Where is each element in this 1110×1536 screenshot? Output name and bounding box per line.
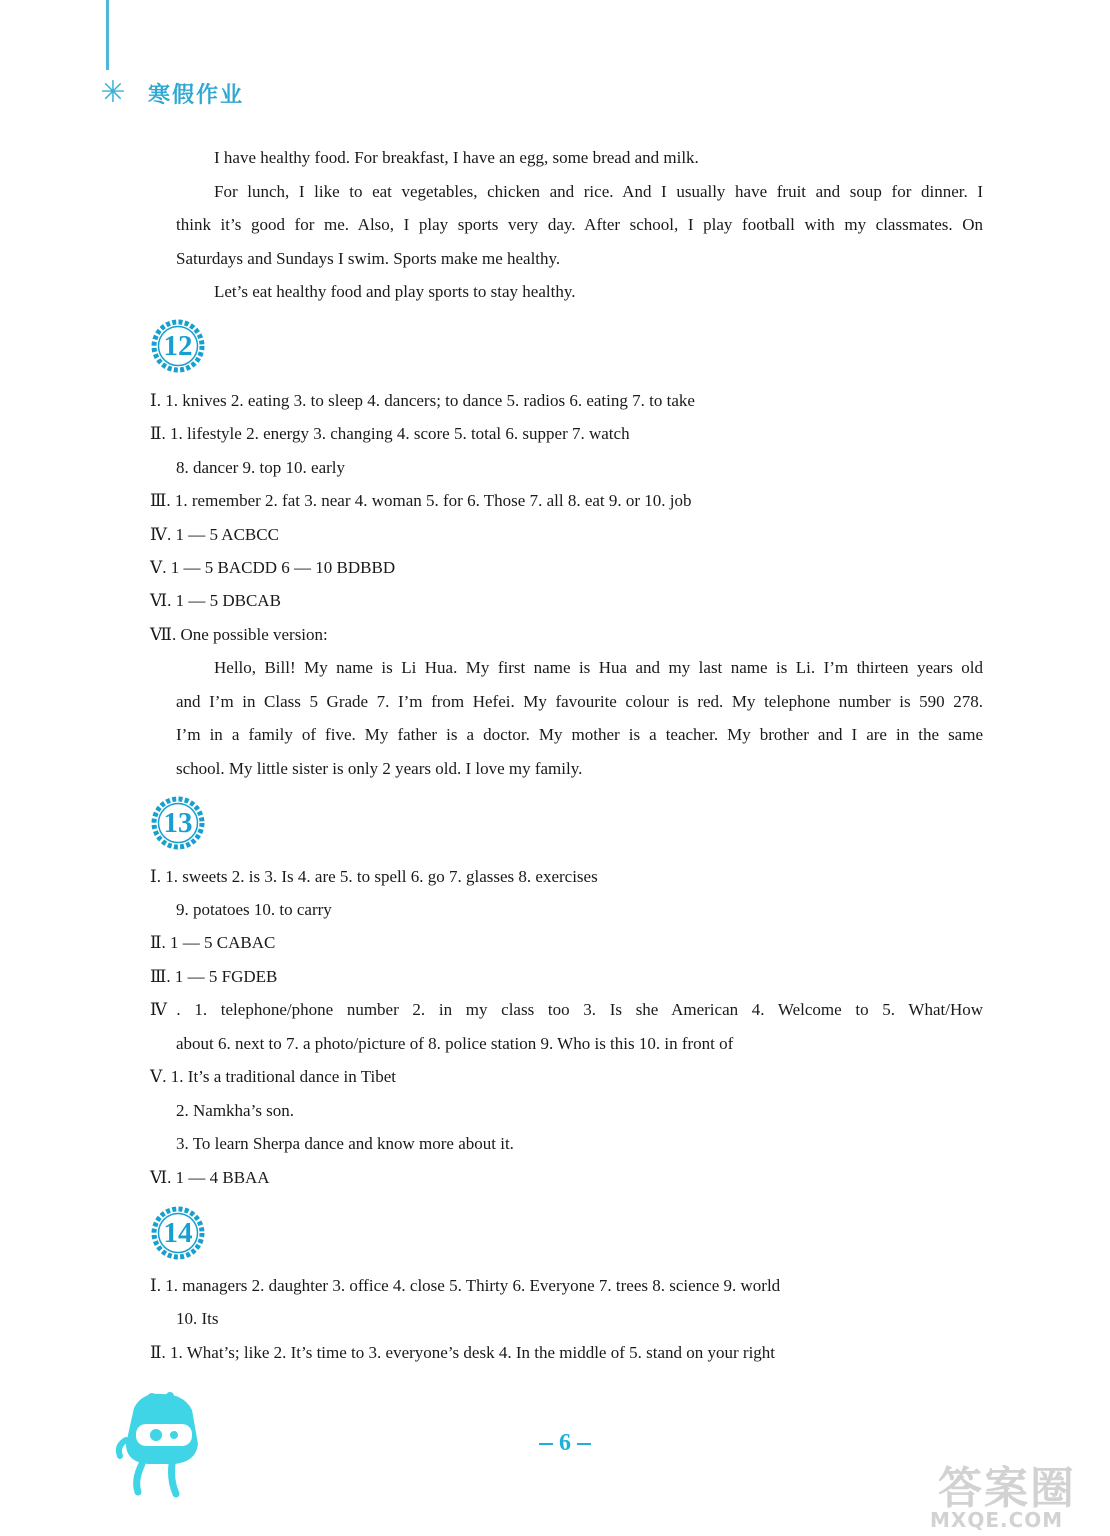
watermark-title: 答案圈 [938,1463,1076,1514]
answer-line: Ⅰ. 1. managers 2. daughter 3. office 4. close 5. Thirty 6. Everyone 7. trees 8. science 9. world [150,1276,781,1295]
answer-line: Ⅳ. 1. telephone/phone number 2. in my class too 3. Is she American 4. Welcome to 5. What/How [150,1000,983,1019]
essay-line: and I’m in Class 5 Grade 7. I’m from Hefei. My favourite colour is red. My telephone number is 590 278. [176,692,983,711]
answer-line: Ⅰ. 1. knives 2. eating 3. to sleep 4. dancers; to dance 5. radios 6. eating 7. to take [150,391,695,410]
answer-line: Ⅵ. 1 — 5 DBCAB [150,591,281,610]
unit-badge [150,318,206,374]
unit-number: 13 [163,807,193,839]
header-rule [106,0,109,70]
mascot-robot-icon [112,1388,212,1498]
answer-line: Ⅱ. 1. lifestyle 2. energy 3. changing 4. score 5. total 6. supper 7. watch [150,424,630,443]
answer-line: Ⅱ. 1 — 5 CABAC [150,933,276,952]
answer-line: Ⅲ. 1. remember 2. fat 3. near 4. woman 5. for 6. Those 7. all 8. eat 9. or 10. job [150,491,692,510]
essay-line: For lunch, I like to eat vegetables, chicken and rice. And I usually have fruit and soup for dinner. I [214,182,983,201]
answer-line: 3. To learn Sherpa dance and know more about it. [176,1134,514,1153]
essay-line: Let’s eat healthy food and play sports to stay healthy. [214,282,576,301]
page-number [520,1430,610,1457]
answer-line: Ⅲ. 1 — 5 FGDEB [150,967,278,986]
answer-line: Ⅳ. 1 — 5 ACBCC [150,525,279,544]
snowflake-icon: ✳ [100,75,126,110]
answer-line: Ⅴ. 1 — 5 BACDD 6 — 10 BDBBD [150,558,396,577]
essay-line: think it’s good for me. Also, I play sports very day. After school, I play football with my classmates. On [176,215,983,234]
answer-line: 2. Namkha’s son. [176,1101,295,1120]
answer-line: 9. potatoes 10. to carry [176,900,332,919]
essay-line: I have healthy food. For breakfast, I have an egg, some bread and milk. [214,148,699,167]
watermark [930,1452,1100,1532]
unit-number: 12 [163,330,193,362]
header-title: 寒假作业 [148,83,245,108]
watermark-url: MXQE.COM [930,1508,1064,1532]
essay-line: Saturdays and Sundays I swim. Sports make me healthy. [176,249,561,268]
unit-number: 14 [163,1217,193,1249]
answer-line: Ⅴ. 1. It’s a traditional dance in Tibet [150,1067,396,1086]
unit-badge [150,1205,206,1261]
answer-line: Ⅶ. One possible version: [150,625,328,644]
essay-line: school. My little sister is only 2 years old. I love my family. [176,759,583,778]
page-number-value: 6 [559,1430,571,1456]
essay-line: I’m in a family of five. My father is a doctor. My mother is a teacher. My brother and I are in the same [176,725,983,744]
answer-line: 10. Its [176,1309,219,1328]
answer-line: 8. dancer 9. top 10. early [176,458,345,477]
page-number-dash [539,1443,553,1445]
page-number-dash [577,1443,591,1445]
answer-line: Ⅱ. 1. What’s; like 2. It’s time to 3. everyone’s desk 4. In the middle of 5. stand on your right [150,1343,776,1362]
answer-line: about 6. next to 7. a photo/picture of 8. police station 9. Who is this 10. in front of [176,1034,734,1053]
answer-line: Ⅰ. 1. sweets 2. is 3. Is 4. are 5. to spell 6. go 7. glasses 8. exercises [150,867,598,886]
essay-line: Hello, Bill! My name is Li Hua. My first name is Hua and my last name is Li. I’m thirteen years old [214,658,983,677]
answer-line: Ⅵ. 1 — 4 BBAA [150,1168,270,1187]
unit-badge [150,795,206,851]
